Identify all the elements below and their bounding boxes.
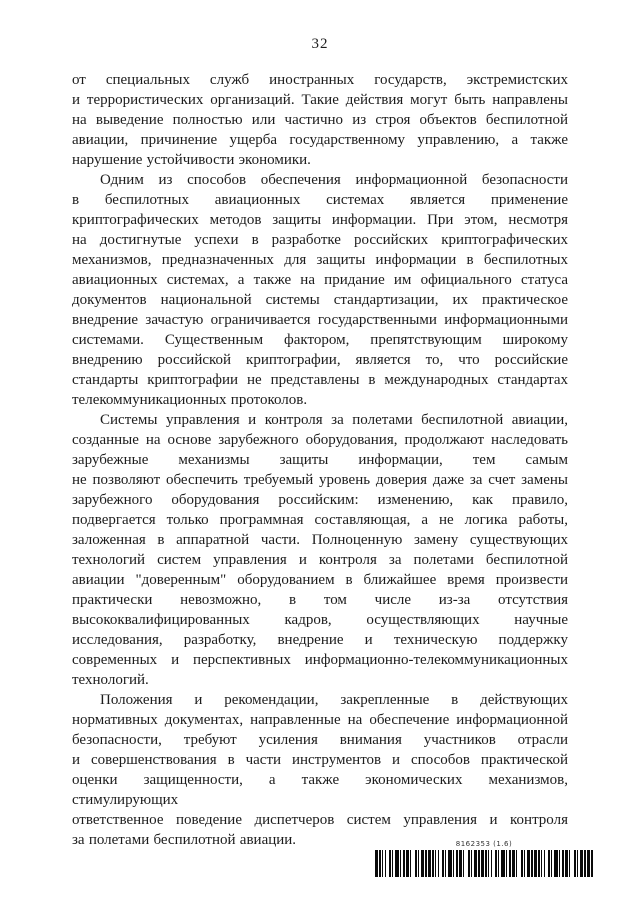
text-line: исследования, разработку, внедрение и техническую поддержку (72, 632, 568, 648)
text-line: за полетами беспилотной авиации. (72, 832, 297, 848)
text-line: зарубежного оборудования российским: изменению, как правило, (72, 492, 568, 508)
text-line: нормативных документах, направленные на обеспечение информационной (72, 712, 568, 728)
text-line: криптографических методов защиты информации. При этом, несмотря (72, 212, 568, 228)
text-line: Положения и рекомендации, закрепленные в действующих (100, 692, 568, 708)
text-line: зарубежные механизмы защиты информации, тем самым (72, 452, 568, 468)
text-line: высококвалифицированных кадров, осуществляющих научные (72, 612, 568, 628)
text-line: авиационных системах, а также на придание им официального статуса (72, 272, 568, 288)
text-line: созданные на основе зарубежного оборудования, продолжают наследовать (72, 432, 568, 448)
text-line: внедрение зачастую ограничивается государственными информационными (72, 312, 568, 328)
barcode-label: 8162353 (1.6) (455, 840, 513, 848)
text-line: Одним из способов обеспечения информационной безопасности (100, 172, 568, 188)
barcode (375, 840, 593, 877)
text-line: современных и перспективных информационно-телекоммуникационных (72, 652, 568, 668)
text-line: на достигнутые успехи в разработке российских криптографических (72, 232, 568, 248)
text-line: подвергается только программная составляющая, а не логика работы, (72, 512, 568, 528)
text-line: телекоммуникационных протоколов. (72, 392, 308, 408)
text-line: и совершенствования в части инструментов и способов практической (72, 752, 568, 768)
text-line: стандарты криптографии не представлены в международных стандартах (72, 372, 568, 388)
text-line: ответственное поведение диспетчеров систем управления и контроля (72, 812, 568, 828)
text-line: на выведение полностью или частично из строя объектов беспилотной (72, 112, 568, 128)
text-line: в беспилотных авиационных системах является применение (72, 192, 568, 208)
text-line: технологий систем управления и контроля за полетами беспилотной (72, 552, 568, 568)
text-line: заложенная в аппаратной части. Полноценную замену существующих (72, 532, 568, 548)
text-line: авиации, причинение ущерба государственному управлению, а также (72, 132, 568, 148)
text-line: от специальных служб иностранных государств, экстремистских (72, 72, 568, 88)
page-number: 32 (311, 36, 329, 52)
text-line: Системы управления и контроля за полетами беспилотной авиации, (100, 412, 568, 428)
barcode-bar (591, 850, 593, 877)
text-line: безопасности, требуют усиления внимания участников отрасли (72, 732, 568, 748)
text-line: не позволяют обеспечить требуемый уровень доверия даже за счет замены (72, 472, 568, 488)
text-line: авиации "доверенным" оборудованием в ближайшее время произвести (72, 572, 568, 588)
text-line: технологий. (72, 672, 149, 688)
text-line: и террористических организаций. Такие действия могут быть направлены (72, 92, 568, 108)
text-line: документов национальной системы стандартизации, их практическое (72, 292, 568, 308)
text-line: нарушение устойчивости экономики. (72, 152, 311, 168)
text-line: механизмов, предназначенных для защиты информации в беспилотных (72, 252, 568, 268)
text-line: внедрению российской криптографии, является то, что российские (72, 352, 568, 368)
text-line: практически невозможно, в том числе из-за отсутствия (72, 592, 568, 608)
body-text (72, 70, 568, 850)
text-line: оценки защищенности, а также экономических механизмов, стимулирующих (72, 772, 568, 808)
text-line: системами. Существенным фактором, препятствующим широкому (72, 332, 568, 348)
barcode-icon (375, 850, 593, 877)
